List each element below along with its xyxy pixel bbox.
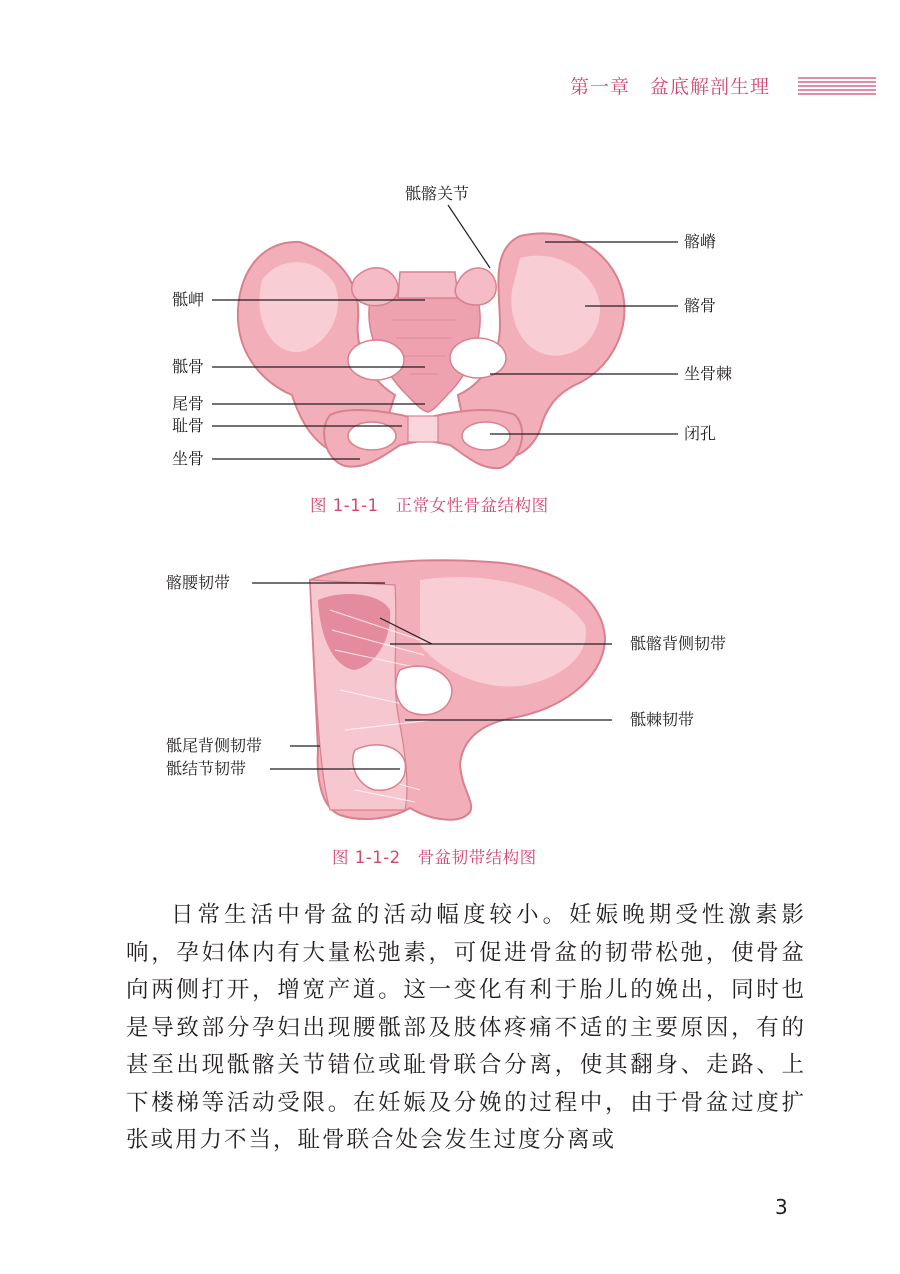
label-ilium: 髂骨 [684,296,717,315]
label-ischial-spine: 坐骨棘 [684,364,733,383]
label-sacroiliac-joint: 骶髂关节 [405,184,470,203]
body-text [126,897,806,1160]
label-sacrum: 骶骨 [172,357,205,376]
label-sacrospinous-ligament: 骶棘韧带 [630,710,695,729]
label-dorsal-sacrococcygeal-ligament: 骶尾背侧韧带 [166,736,263,755]
figure-pelvic-ligaments [0,540,900,870]
ligament-illustration [0,540,900,870]
figure1-caption: 图 1-1-1 正常女性骨盆结构图 [310,496,549,515]
label-pubis: 耻骨 [172,416,205,435]
label-obturator-foramen: 闭孔 [684,424,717,443]
label-iliac-crest: 髂嵴 [684,232,717,251]
label-iliolumbar-ligament: 髂腰韧带 [166,573,231,592]
label-coccyx: 尾骨 [172,394,205,413]
pelvis-illustration [0,0,900,540]
page-number: 3 [775,1195,788,1219]
figure2-caption: 图 1-1-2 骨盆韧带结构图 [332,848,537,867]
chapter-title: 第一章 盆底解剖生理 [570,76,771,98]
label-sacrotuberous-ligament: 骶结节韧带 [166,759,247,778]
label-ischium: 坐骨 [172,449,205,468]
label-sacral-promontory: 骶岬 [172,290,205,309]
body-paragraph: 日常生活中骨盆的活动幅度较小。妊娠晚期受性激素影响，孕妇体内有大量松弛素，可促进骨盆的韧带松弛，使骨盆向两侧打开，增宽产道。这一变化有利于胎儿的娩出，同时也是导致部分孕妇出现腰骶部及肢体疼痛不适的主要原因，有的甚至出现骶髂关节错位或耻骨联合分离，使其翻身、走路、上下楼梯等活动受限。在妊娠及分娩的过程中，由于骨盆过度扩张或用力不当，耻骨联合处会发生过度分离或 [126,902,806,1153]
figure-pelvis [0,0,900,540]
label-dorsal-sacroiliac-ligament: 骶髂背侧韧带 [630,634,727,653]
